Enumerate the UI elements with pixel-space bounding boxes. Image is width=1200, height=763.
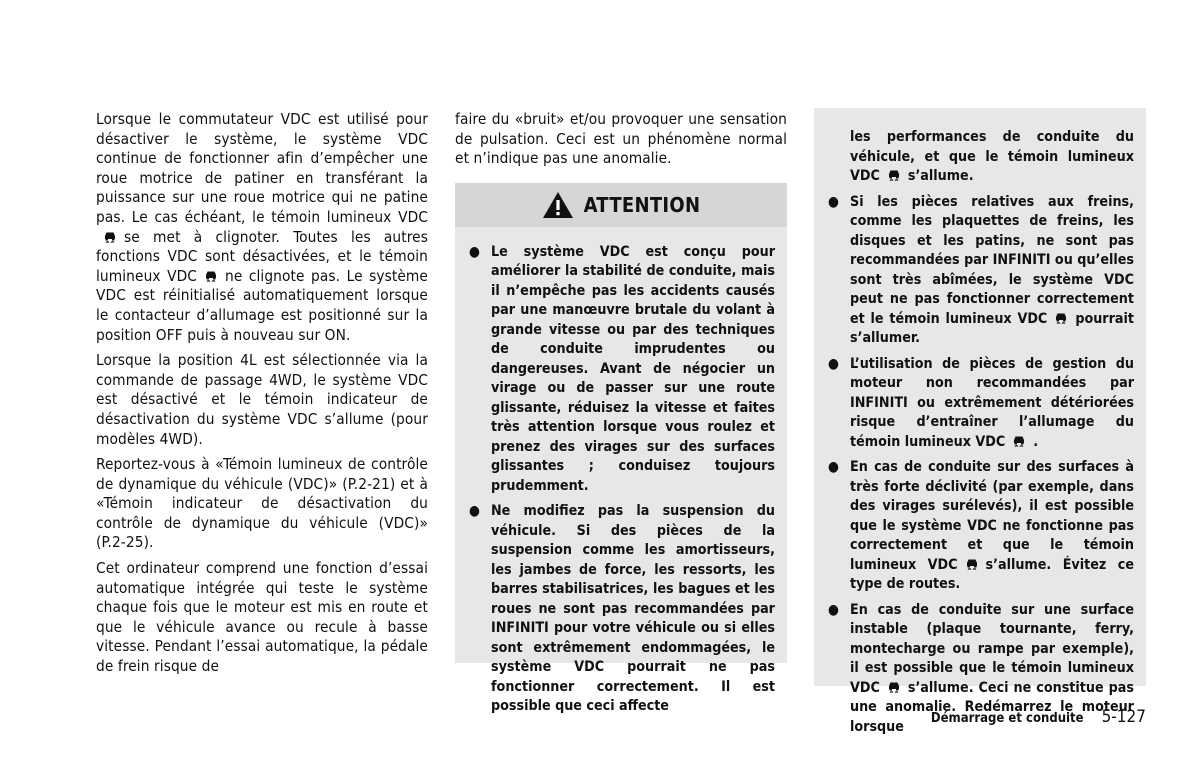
text: s’allume.	[907, 168, 974, 184]
paragraph-4l: Lorsque la position 4L est sélectionnée via la commande de passage 4WD, le système VDC est désactivé et le témoin indicateur de désactivation du système VDC s’allume (pour modèles 4WD).	[96, 351, 428, 448]
text: En cas de conduite sur des surfaces à très forte déclivité (par exemple, dans des virages surélevés), il est possible que le système VDC ne fonctionne pas correctement et que le témoin lumineux VDC	[850, 459, 1134, 573]
page-footer	[931, 707, 1146, 727]
warning-header	[455, 183, 787, 227]
text: s’allume. Évitez ce type de routes.	[850, 556, 1134, 592]
vdc-slip-indicator-icon	[203, 269, 219, 283]
list-item: ● Ne modifiez pas la suspension du véhicule. Si des pièces de la suspension comme les amortisseurs, les jambes de force, les ressorts, les barres stabilisatrices, les bagues et les roues ne sont pas recommandées par INFINITI pour votre véhicule ou si elles sont extrêmement endommagées, le système VDC pourrait ne pas fonctionner correctement. Il est possible que ceci affecte	[469, 503, 775, 715]
text: L’utilisation de pièces de gestion du moteur non recommandées par INFINITI ou extrêmement détériorées risque d’entraîner l’allumage du témoin lumineux VDC	[850, 355, 1134, 450]
list-item: ● Le système VDC est conçu pour améliorer la stabilité de conduite, mais il n’empêche pas les accidents causés par une manœuvre brutale du volant à grande vitesse ou par des techniques de conduite imprudentes ou dangereuses. Avant de négocier un virage ou de passer sur une route glissante, réduisez la vitesse et faites très attention lorsque vous roulez et prenez des virages sur des surfaces glissantes ; conduisez toujours prudemment.	[469, 243, 775, 494]
vdc-slip-indicator-icon	[1011, 434, 1027, 448]
list-item: ● En cas de conduite sur des surfaces à très forte déclivité (par exemple, dans des virages surélevés), il est possible que le système VDC ne fonctionne pas correctement et que le témoin lumineux VDC s’allume. Évitez ce type de routes.	[828, 459, 1134, 592]
paragraph-self-test: Cet ordinateur comprend une fonction d’essai automatique intégrée qui teste le système chaque fois que le moteur est mis en route et que le véhicule avance ou recule à basse vitesse. Pendant l’essai automatique, la pédale de frein risque de	[96, 559, 428, 676]
text: Lorsque le commutateur VDC est utilisé pour désactiver le système, le système VDC continue de fonctionner afin d’empêcher une roue motrice de patiner en transférant la puissance sur une roue motrice qui ne patine pas. Le cas échéant, le témoin lumineux VDC	[96, 110, 428, 226]
vdc-slip-indicator-icon	[102, 230, 118, 244]
warning-triangle-icon	[542, 191, 574, 219]
text: Le système VDC est conçu pour améliorer la stabilité de conduite, mais il n’empêche pas les accidents causés par une manœuvre brutale du volant à grande vitesse ou par des techniques de conduite imprudentes ou dangereuses. Avant de négocier un virage ou de passer sur une route glissante, réduisez la vitesse et faites très attention lorsque vous roulez et prenez des virages sur des surfaces glissantes ; conduisez toujours prudemment.	[491, 243, 775, 494]
text: En cas de conduite sur une surface instable (plaque tournante, ferry, montecharge ou rampe par exemple), il est possible que le témoin lumineux VDC	[850, 601, 1134, 696]
text: les performances de conduite du véhicule, et que le témoin lumineux VDC	[850, 129, 1134, 184]
text: pourrait s’allumer.	[850, 310, 1134, 346]
vdc-slip-indicator-icon	[964, 557, 980, 571]
page-number: 5-127	[1101, 707, 1146, 727]
text: s’allume. Ceci ne constitue pas une anomalie. Redémarrez le moteur lorsque	[850, 679, 1134, 735]
list-item: ● L’utilisation de pièces de gestion du moteur non recommandées par INFINITI ou extrêmement détériorées risque d’entraîner l’allumage du témoin lumineux VDC .	[828, 355, 1134, 450]
text: .	[1033, 433, 1039, 450]
text: Ne modifiez pas la suspension du véhicule. Si des pièces de la suspension comme les amortisseurs, les jambes de force, les ressorts, les barres stabilisatrices, les bagues et les roues ne sont pas recommandées par INFINITI pour votre véhicule ou si elles sont extrêmement endommagées, le système VDC pourrait ne pas fonctionner correctement. Il est possible que ceci affecte	[491, 503, 775, 715]
section-title: Démarrage et conduite	[930, 711, 1084, 726]
warning-title: ATTENTION	[583, 192, 701, 217]
warning-box	[455, 183, 787, 715]
warning-list	[455, 227, 787, 717]
text: ne clignote pas. Le système VDC est réinitialisé automatiquement lorsque le contacteur d’allumage est positionné sur la position OFF puis à nouveau sur ON.	[96, 266, 428, 344]
list-item: ● En cas de conduite sur une surface instable (plaque tournante, ferry, montecharge ou rampe par exemple), il est possible que le témoin lumineux VDC s’allume. Ceci ne constitue pas une anomalie. Redémarrez le moteur lorsque	[828, 601, 1134, 735]
warning-list-continued	[828, 193, 1134, 738]
vdc-slip-indicator-icon	[886, 168, 902, 182]
column-2	[455, 110, 787, 715]
vdc-slip-indicator-icon	[886, 680, 902, 694]
paragraph-reference: Reportez-vous à «Témoin lumineux de contrôle de dynamique du véhicule (VDC)» (P.2-21) et à «Témoin indicateur de désactivation du contrôle de dynamique du véhicule (VDC)» (P.2-25).	[96, 455, 428, 552]
list-item: ● Si les pièces relatives aux freins, comme les plaquettes de freins, les disques et les patins, ne sont pas recommandées par INFINITI ou qu’elles sont très abîmées, le système VDC peut ne pas fonctionner correctement et le témoin lumineux VDC pourrait s’allumer.	[828, 193, 1134, 346]
column-1	[96, 110, 428, 683]
paragraph-vdc-switch	[96, 110, 428, 345]
continued-text	[850, 128, 1134, 187]
text: Si les pièces relatives aux freins, comme les plaquettes de freins, les disques et les patins, ne sont pas recommandées par INFINITI ou qu’elles sont très abîmées, le système VDC peut ne pas fonctionner correctement et le témoin lumineux VDC	[850, 193, 1134, 327]
vdc-slip-indicator-icon	[1053, 311, 1069, 325]
text: se met à clignoter. Toutes les autres fonctions VDC sont désactivées, et le témoin lumineux VDC	[96, 227, 428, 285]
paragraph-brake-noise: faire du «bruit» et/ou provoquer une sensation de pulsation. Ceci est un phénomène normal et n’indique pas une anomalie.	[455, 110, 787, 168]
